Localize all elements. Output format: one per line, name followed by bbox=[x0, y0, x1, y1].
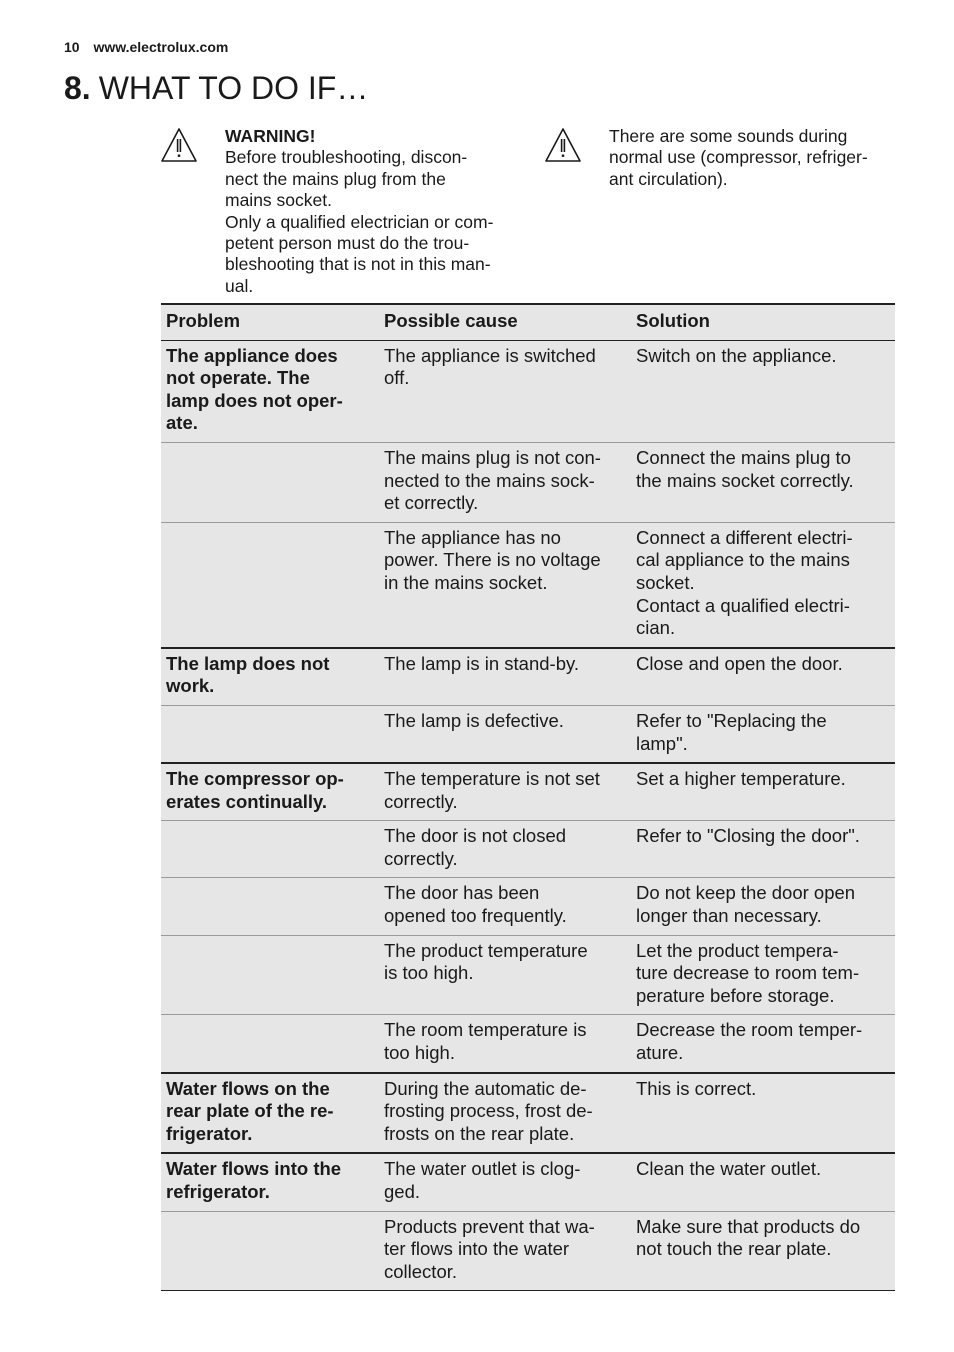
text-line: et correctly. bbox=[384, 492, 479, 514]
solution-cell bbox=[631, 340, 895, 442]
table-body bbox=[161, 340, 895, 1291]
text-line: Switch on the appliance. bbox=[636, 344, 837, 366]
text-line: opened too frequently. bbox=[384, 905, 567, 927]
site-url[interactable]: www.electrolux.com bbox=[93, 39, 229, 55]
solution-cell bbox=[631, 1073, 895, 1154]
text-line: frosts on the rear plate. bbox=[384, 1122, 575, 1144]
solution-cell bbox=[631, 1153, 895, 1211]
text-line: Contact a qualified electri- bbox=[636, 594, 850, 616]
text-line: Before troubleshooting, discon- bbox=[225, 147, 468, 168]
text-line: Clean the water outlet. bbox=[636, 1158, 822, 1180]
text-line: not touch the rear plate. bbox=[636, 1238, 832, 1260]
text-line: During the automatic de- bbox=[384, 1077, 587, 1099]
text-line: The lamp does not bbox=[166, 652, 330, 674]
text-line: Set a higher temperature. bbox=[636, 768, 846, 790]
text-line: ual. bbox=[225, 275, 254, 296]
table-header-row bbox=[161, 304, 895, 340]
problem-cell bbox=[161, 1211, 379, 1291]
text-line: normal use (compressor, refriger- bbox=[609, 147, 868, 168]
cause-cell bbox=[379, 935, 631, 1015]
cause-cell bbox=[379, 878, 631, 935]
problem-cell bbox=[161, 878, 379, 935]
solution-cell bbox=[631, 1211, 895, 1291]
text-line: petent person must do the trou- bbox=[225, 233, 470, 254]
problem-cell bbox=[161, 1153, 379, 1211]
solution-cell bbox=[631, 821, 895, 878]
problem-cell bbox=[161, 1015, 379, 1073]
text-line: The lamp is in stand-by. bbox=[384, 652, 580, 674]
problem-cell bbox=[161, 522, 379, 647]
cause-cell bbox=[379, 1015, 631, 1073]
problem-cell bbox=[161, 648, 379, 706]
solution-cell bbox=[631, 705, 895, 763]
warning-label: WARNING! bbox=[225, 126, 316, 146]
text-line: Products prevent that wa- bbox=[384, 1215, 595, 1237]
text-line: ged. bbox=[384, 1181, 421, 1202]
solution-cell bbox=[631, 763, 895, 821]
table-row bbox=[161, 1211, 895, 1291]
text-line: not operate. The bbox=[166, 367, 310, 389]
page-number: 10 bbox=[64, 39, 80, 55]
text-line: nected to the mains sock- bbox=[384, 469, 595, 491]
solution-cell bbox=[631, 935, 895, 1015]
text-line: the mains socket correctly. bbox=[636, 469, 854, 491]
text-line: socket. bbox=[636, 571, 695, 593]
troubleshooting-table bbox=[161, 303, 895, 1291]
problem-cell bbox=[161, 442, 379, 522]
column-header-solution: Solution bbox=[631, 304, 895, 340]
text-line: frosting process, frost de- bbox=[384, 1100, 593, 1122]
solution-cell bbox=[631, 1015, 895, 1073]
text-line: cal appliance to the mains bbox=[636, 549, 850, 571]
table-row bbox=[161, 1015, 895, 1073]
text-line: Do not keep the door open bbox=[636, 882, 856, 904]
text-line: The door has been bbox=[384, 882, 540, 904]
text-line: The appliance has no bbox=[384, 526, 561, 548]
text-line: Decrease the room temper- bbox=[636, 1019, 863, 1041]
text-line: mains socket. bbox=[225, 190, 332, 211]
text-line: ate. bbox=[166, 412, 198, 434]
text-line: Let the product tempera- bbox=[636, 939, 839, 961]
text-line: longer than necessary. bbox=[636, 905, 822, 927]
text-line: ture decrease to room tem- bbox=[636, 962, 860, 984]
info-lines bbox=[609, 126, 904, 190]
text-line: Only a qualified electrician or com- bbox=[225, 211, 494, 232]
solution-cell bbox=[631, 442, 895, 522]
text-line: The room temperature is bbox=[384, 1019, 587, 1041]
cause-cell bbox=[379, 648, 631, 706]
text-line: The temperature is not set bbox=[384, 768, 600, 790]
text-line: lamp". bbox=[636, 732, 688, 754]
table-row bbox=[161, 442, 895, 522]
cause-cell bbox=[379, 1073, 631, 1154]
problem-cell bbox=[161, 340, 379, 442]
text-line: The mains plug is not con- bbox=[384, 446, 601, 468]
text-line: The water outlet is clog- bbox=[384, 1158, 581, 1180]
text-line: ant circulation). bbox=[609, 168, 728, 189]
cause-cell bbox=[379, 705, 631, 763]
text-line: The appliance is switched bbox=[384, 344, 596, 366]
text-line: The lamp is defective. bbox=[384, 709, 564, 731]
table-row bbox=[161, 522, 895, 647]
cause-cell bbox=[379, 340, 631, 442]
cause-cell bbox=[379, 522, 631, 647]
problem-cell bbox=[161, 1073, 379, 1154]
text-line: The product temperature bbox=[384, 939, 588, 961]
page-header bbox=[64, 39, 228, 55]
text-line: The compressor op- bbox=[166, 768, 344, 790]
text-line: correctly. bbox=[384, 847, 458, 869]
problem-cell bbox=[161, 821, 379, 878]
text-line: ature. bbox=[636, 1042, 684, 1064]
warning-triangle-icon bbox=[544, 126, 582, 164]
text-line: There are some sounds during bbox=[609, 126, 848, 146]
text-line: The door is not closed bbox=[384, 825, 567, 847]
warning-triangle-icon bbox=[160, 126, 198, 164]
info-text bbox=[609, 126, 904, 190]
table-row bbox=[161, 705, 895, 763]
text-line: Refer to "Closing the door". bbox=[636, 825, 860, 847]
text-line: lamp does not oper- bbox=[166, 389, 343, 411]
table-row bbox=[161, 763, 895, 821]
problem-cell bbox=[161, 705, 379, 763]
cause-cell bbox=[379, 1153, 631, 1211]
text-line: too high. bbox=[384, 1042, 455, 1064]
solution-cell bbox=[631, 648, 895, 706]
table-row bbox=[161, 821, 895, 878]
text-line: Water flows on the bbox=[166, 1077, 330, 1099]
text-line: is too high. bbox=[384, 962, 474, 984]
cause-cell bbox=[379, 821, 631, 878]
text-line: collector. bbox=[384, 1260, 458, 1282]
warning-lines bbox=[225, 147, 520, 297]
text-line: Connect a different electri- bbox=[636, 526, 853, 548]
text-line: erates continually. bbox=[166, 790, 328, 812]
solution-cell bbox=[631, 878, 895, 935]
table-row bbox=[161, 878, 895, 935]
table-row bbox=[161, 1153, 895, 1211]
section-title-text: WHAT TO DO IF… bbox=[98, 70, 369, 106]
column-header-cause: Possible cause bbox=[379, 304, 631, 340]
text-line: bleshooting that is not in this man- bbox=[225, 254, 491, 275]
text-line: ter flows into the water bbox=[384, 1238, 570, 1260]
text-line: nect the mains plug from the bbox=[225, 168, 446, 189]
text-line: Water flows into the bbox=[166, 1158, 342, 1180]
text-line: The appliance does bbox=[166, 344, 338, 366]
cause-cell bbox=[379, 442, 631, 522]
table-row bbox=[161, 1073, 895, 1154]
text-line: power. There is no voltage bbox=[384, 549, 601, 571]
table-row bbox=[161, 340, 895, 442]
cause-cell bbox=[379, 763, 631, 821]
text-line: correctly. bbox=[384, 790, 458, 812]
section-title bbox=[64, 68, 368, 108]
text-line: Refer to "Replacing the bbox=[636, 709, 827, 731]
table-row bbox=[161, 648, 895, 706]
table-row bbox=[161, 935, 895, 1015]
text-line: frigerator. bbox=[166, 1122, 253, 1144]
text-line: refrigerator. bbox=[166, 1181, 270, 1202]
section-number: 8. bbox=[64, 70, 91, 106]
problem-cell bbox=[161, 935, 379, 1015]
text-line: off. bbox=[384, 367, 410, 389]
text-line: Close and open the door. bbox=[636, 652, 843, 674]
cause-cell bbox=[379, 1211, 631, 1291]
text-line: Make sure that products do bbox=[636, 1215, 861, 1237]
text-line: in the mains socket. bbox=[384, 571, 548, 593]
text-line: Connect the mains plug to bbox=[636, 446, 851, 468]
text-line: cian. bbox=[636, 617, 676, 639]
warning-text bbox=[225, 126, 520, 297]
text-line: rear plate of the re- bbox=[166, 1100, 334, 1122]
text-line: perature before storage. bbox=[636, 984, 835, 1006]
text-line: This is correct. bbox=[636, 1077, 757, 1099]
solution-cell bbox=[631, 522, 895, 647]
column-header-problem: Problem bbox=[161, 304, 379, 340]
problem-cell bbox=[161, 763, 379, 821]
text-line: work. bbox=[166, 675, 215, 697]
